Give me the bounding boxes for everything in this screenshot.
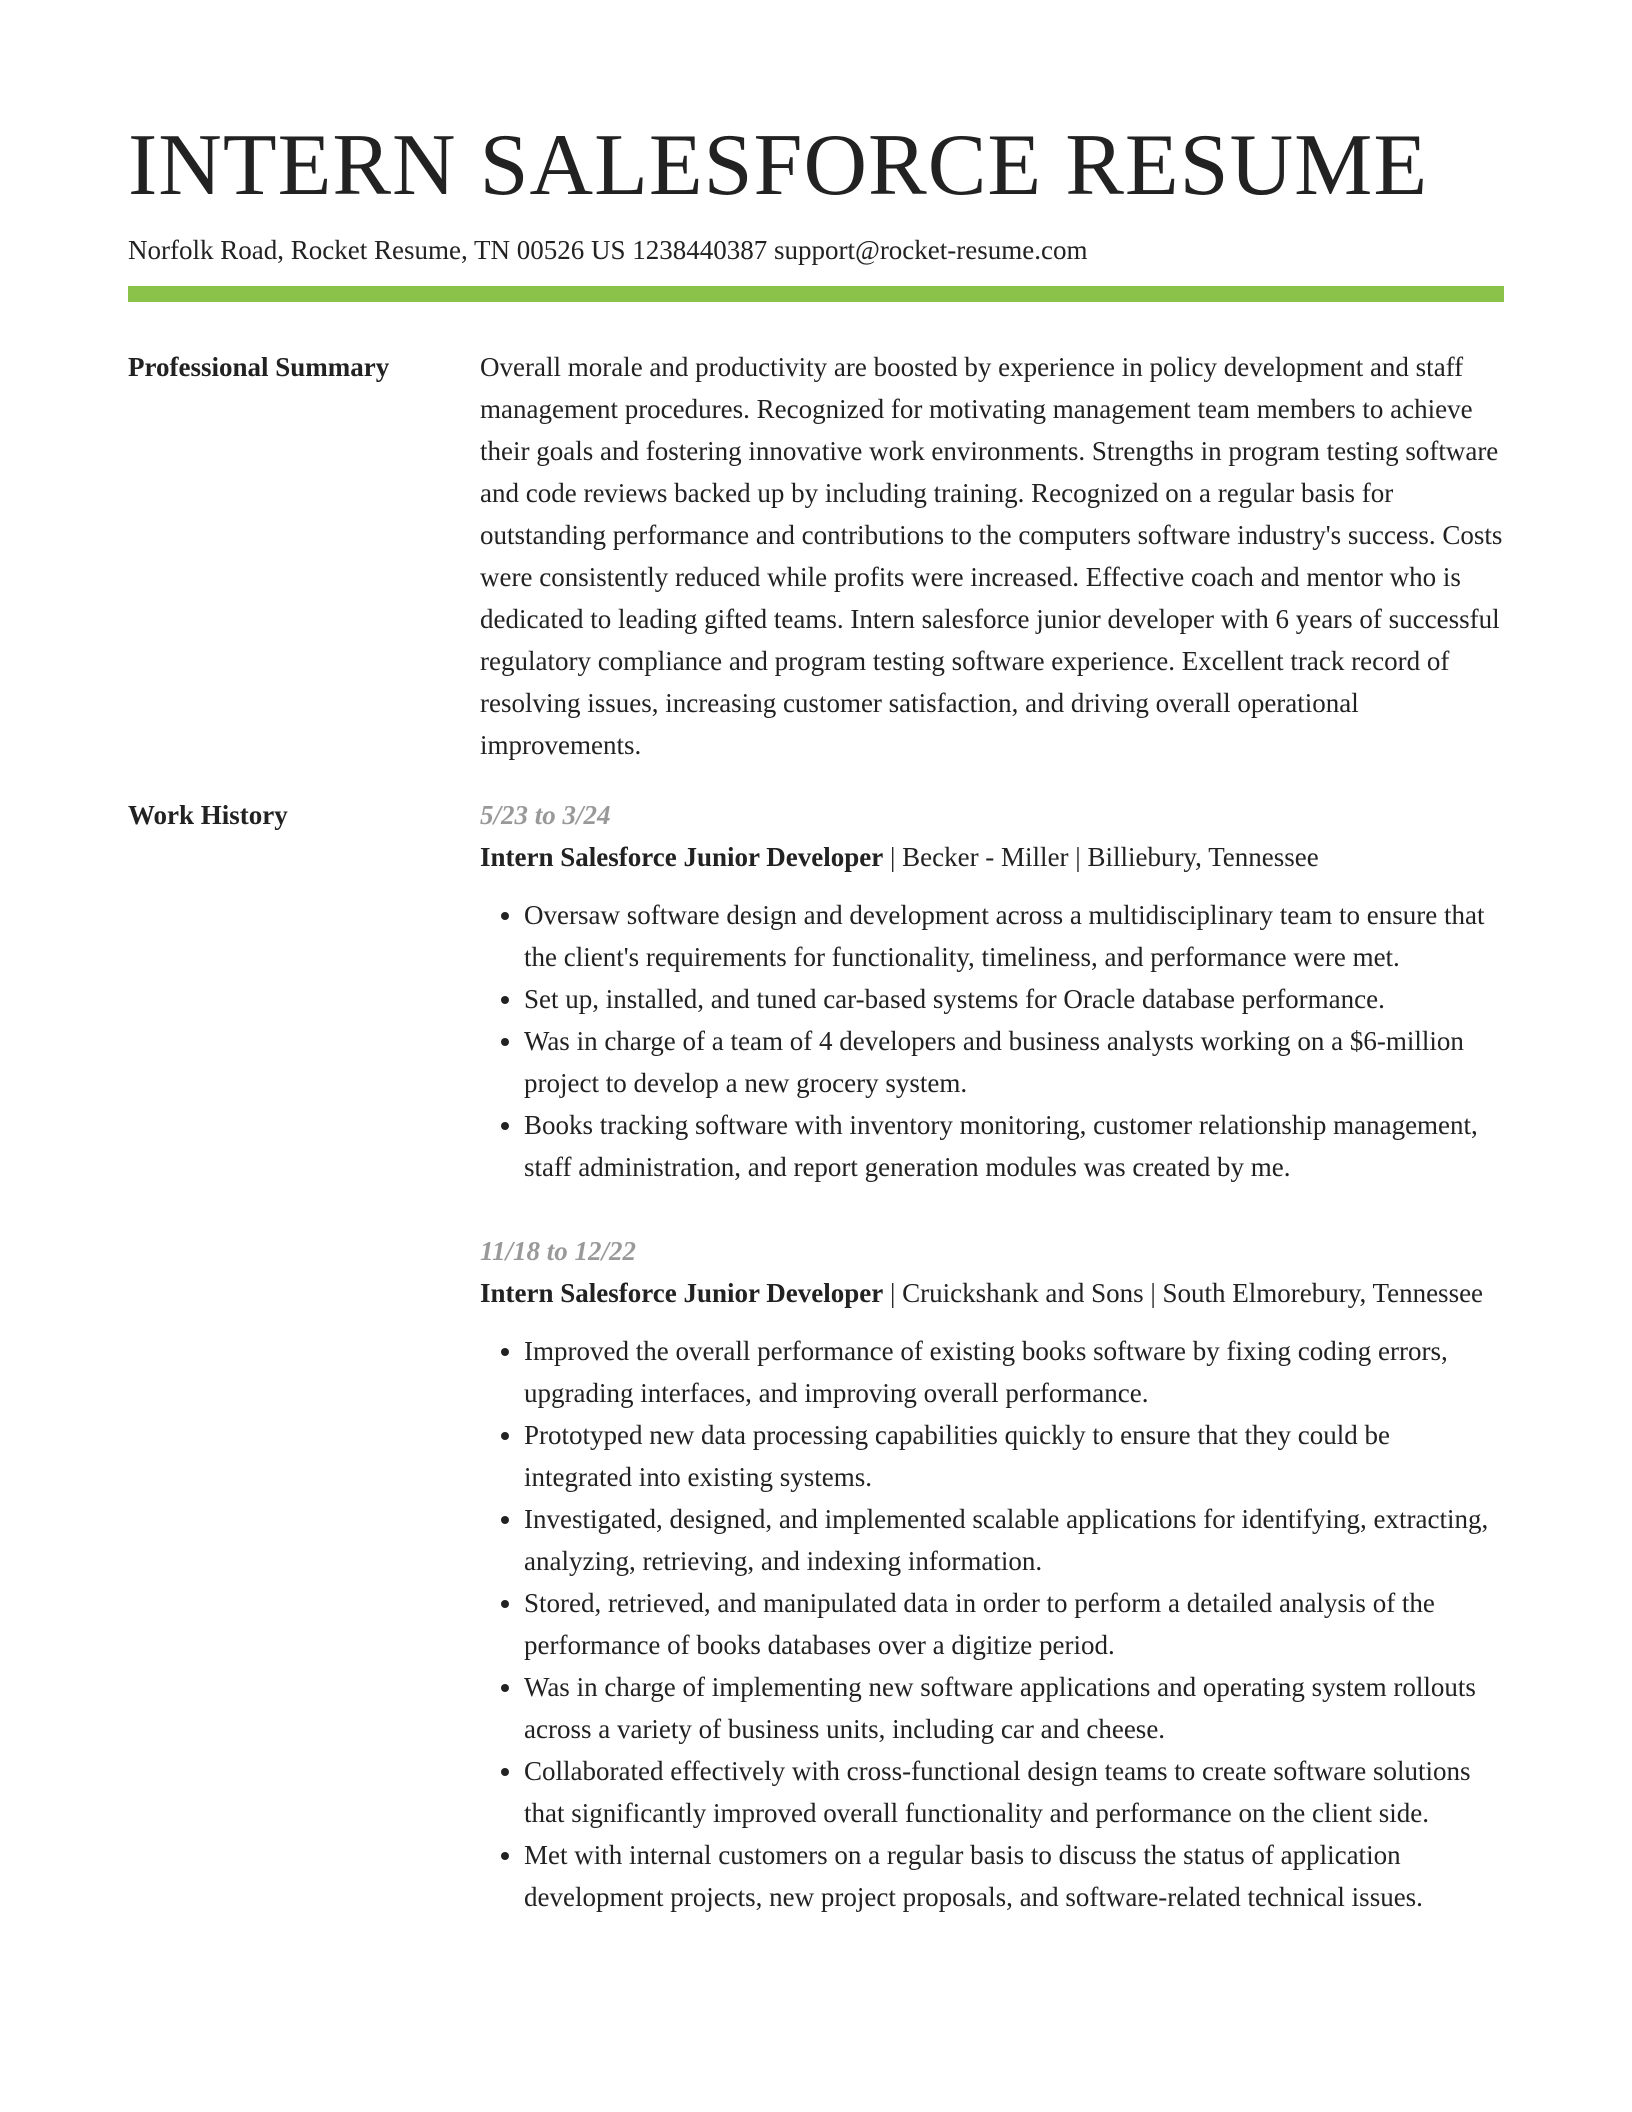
work-history-body [480,794,1504,1960]
job-bullet: • Prototyped new data processing capabilities quickly to ensure that they could be integrated into existing systems. [524,1414,1504,1498]
job-bullet-list [480,894,1504,1188]
job-bullet: • Improved the overall performance of existing books software by fixing coding errors, upgrading interfaces, and improving overall performance. [524,1330,1504,1414]
job-title: Intern Salesforce Junior Developer [480,842,884,872]
job-dates: 5/23 to 3/24 [480,800,611,830]
job-bullet: • Was in charge of implementing new software applications and operating system rollouts across a variety of business units, including car and cheese. [524,1666,1504,1750]
job-bullet: • Investigated, designed, and implemented scalable applications for identifying, extracting, analyzing, retrieving, and indexing information. [524,1498,1504,1582]
work-history-label: Work History [128,800,288,830]
job-bullet: • Stored, retrieved, and manipulated data in order to perform a detailed analysis of the performance of books databases over a digitize period. [524,1582,1504,1666]
job-details: | Becker - Miller | Billiebury, Tennessee [883,842,1319,872]
job-bullet-list [480,1330,1504,1918]
job-bullet: • Met with internal customers on a regular basis to discuss the status of application development projects, new project proposals, and software-related technical issues. [524,1834,1504,1918]
contact-info: Norfolk Road, Rocket Resume, TN 00526 US 1238440387 support@rocket-resume.com [128,235,1088,265]
job-entry [480,1230,1504,1918]
job-bullet: • Set up, installed, and tuned car-based systems for Oracle database performance. [524,978,1504,1020]
header-divider [128,286,1504,302]
job-bullet: • Oversaw software design and development across a multidisciplinary team to ensure that the client's requirements for functionality, timeliness, and performance were met. [524,894,1504,978]
job-details: | Cruickshank and Sons | South Elmorebury, Tennessee [883,1278,1484,1308]
job-title: Intern Salesforce Junior Developer [480,1278,884,1308]
job-heading [480,1272,1504,1314]
job-bullet: • Collaborated effectively with cross-functional design teams to create software solutions that significantly improved overall functionality and performance on the client side. [524,1750,1504,1834]
job-bullet: • Books tracking software with inventory monitoring, customer relationship management, staff administration, and report generation modules was created by me. [524,1104,1504,1188]
summary-label: Professional Summary [128,352,390,382]
job-bullet: • Was in charge of a team of 4 developers and business analysts working on a $6-million project to develop a new grocery system. [524,1020,1504,1104]
summary-text: Overall morale and productivity are boosted by experience in policy development and staff management procedures. Recognized for motivating management team members to achieve their goals and fostering innovative work environments. Strengths in program testing software and code reviews backed up by including training. Recognized on a regular basis for outstanding performance and contributions to the computers software industry's success. Costs were consistently reduced while profits were increased. Effective coach and mentor who is dedicated to leading gifted teams. Intern salesforce junior developer with 6 years of successful regulatory compliance and program testing software experience. Excellent track record of resolving issues, increasing customer satisfaction, and driving overall operational improvements. [480,352,1503,760]
summary-body [480,346,1504,766]
job-entry [480,794,1504,1188]
job-heading [480,836,1504,878]
job-dates: 11/18 to 12/22 [480,1236,637,1266]
resume-title: INTERN SALESFORCE RESUME [128,117,1429,214]
